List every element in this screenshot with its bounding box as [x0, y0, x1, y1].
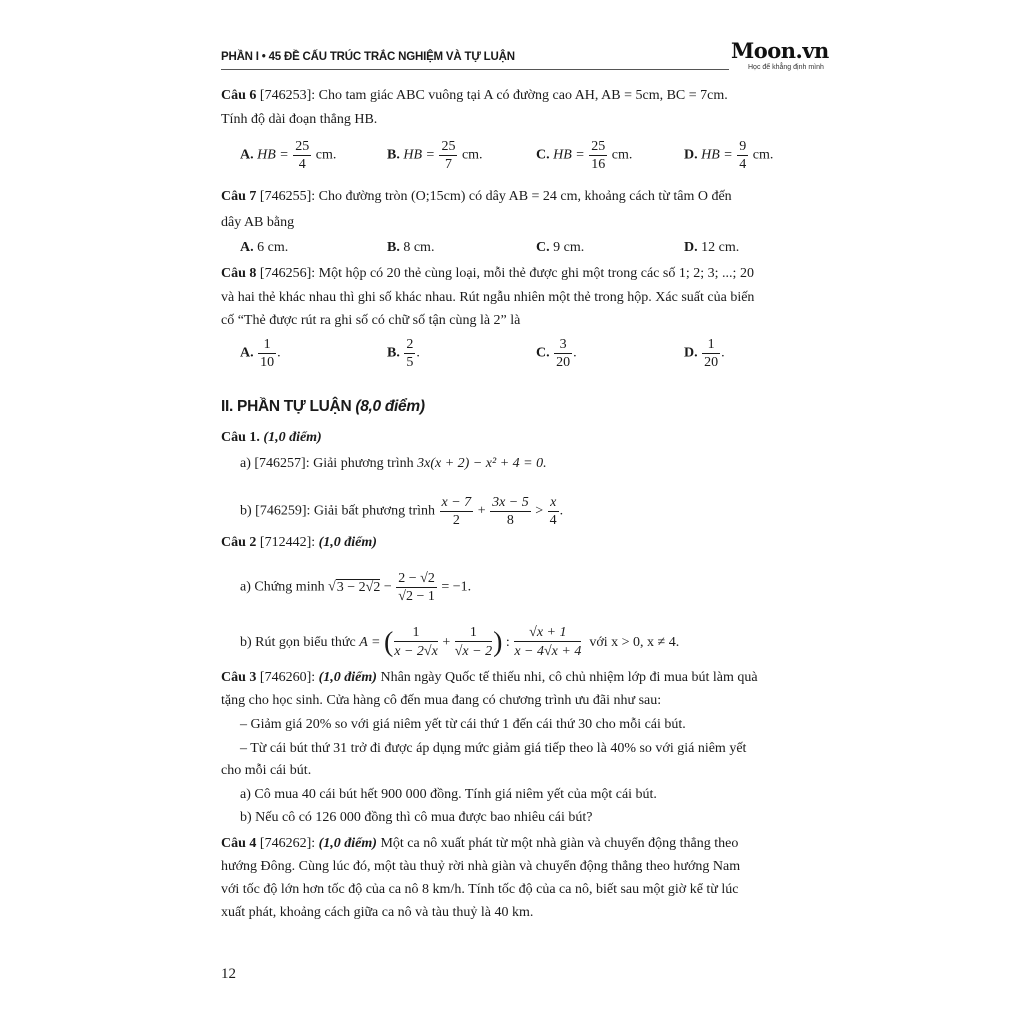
- q6-label: Câu 6: [221, 88, 257, 103]
- c3-line1: Câu 3 [746260]: (1,0 điểm) Nhân ngày Quốc tế thiếu nhi, cô chủ nhiệm lớp đi mua bút làm quà: [221, 670, 758, 685]
- q8-line3: cố “Thẻ được rút ra ghi số có chữ số tận cùng là 2” là: [221, 313, 521, 328]
- c3-part-b: b) Nếu cô có 126 000 đồng thì cô mua được bao nhiêu cái bút?: [240, 810, 593, 825]
- c1-part-a: a) [746257]: Giải phương trình 3x(x + 2) − x² + 4 = 0.: [240, 456, 547, 471]
- q8-label: Câu 8: [221, 266, 257, 281]
- q8-option-c: C. $\frac{3}{20}$ .: [536, 337, 577, 370]
- q8-line2: và hai thẻ khác nhau thì ghi số khác nhau. Rút ngẫu nhiên một thẻ trong hộp. Xác suất của biến: [221, 290, 755, 305]
- q6-option-b: B. HB = $\frac{25}{7}$ cm.: [387, 139, 483, 172]
- q8-option-a: A. $\frac{1}{10}$ .: [240, 337, 281, 370]
- moon-logo: Moon.vn: [731, 38, 829, 63]
- c4-line1: Câu 4 [746262]: (1,0 điểm) Một ca nô xuất phát từ một nhà giàn và chuyển động thẳng theo: [221, 836, 739, 851]
- q8-option-d: D. $\frac{1}{20}$ .: [684, 337, 725, 370]
- c1-part-b: b) [746259]: Giải bất phương trình $\frac{x - 7}{2}$ + $\frac{3x - 5}{8}$ > $\frac{x}{4}$ .: [240, 495, 564, 528]
- c3-part-a: a) Cô mua 40 cái bút hết 900 000 đồng. Tính giá niêm yết của một cái bút.: [240, 787, 657, 802]
- part2-heading: II. PHẦN TỰ LUẬN (8,0 điểm): [221, 398, 425, 415]
- q6-line1: [221, 86, 728, 106]
- logo-slogan: Học để khẳng định mình: [748, 64, 824, 71]
- c4-line2: hướng Đông. Cùng lúc đó, một tàu thuỷ rời nhà giàn và chuyển động thẳng theo hướng Nam: [221, 859, 741, 874]
- c3-bullet2: – Từ cái bút thứ 31 trở đi được áp dụng mức giảm giá tiếp theo là 40% so với giá niêm yết: [240, 741, 747, 756]
- q6-option-c: C. HB = $\frac{25}{16}$ cm.: [536, 139, 633, 172]
- q7-label: Câu 7: [221, 189, 257, 204]
- q7-option-d: D. 12 cm.: [684, 240, 740, 255]
- c4-line4: xuất phát, khoảng cách giữa ca nô và tàu thuỷ là 40 km.: [221, 905, 534, 920]
- q8-option-b: B. $\frac{2}{5}$ .: [387, 337, 420, 370]
- c2-part-a: a) Chứng minh √3 − 2√2 − $\frac{2 - √2}{√2 - 1}$ = −1.: [240, 571, 472, 604]
- c3-bullet1: – Giảm giá 20% so với giá niêm yết từ cái thứ 1 đến cái thứ 30 cho mỗi cái bút.: [240, 717, 686, 732]
- q6-option-d: D. HB = $\frac{9}{4}$ cm.: [684, 139, 774, 172]
- q7-line2: dây AB bằng: [221, 215, 295, 230]
- header-divider: [221, 69, 729, 70]
- q7-line1: Câu 7 [746255]: Cho đường tròn (O;15cm) có dây AB = 24 cm, khoảng cách từ tâm O đến: [221, 189, 732, 204]
- c2-part-b: b) Rút gọn biểu thức A = ( $\frac{1}{x - 2√x}$ + $\frac{1}{√x - 2}$) : $\frac{√x + 1}{x - 4√x + 4}$ với x > 0, x ≠ 4.: [240, 625, 680, 659]
- part2-points: (8,0 điểm): [355, 398, 425, 415]
- q6-text: [746253]: Cho tam giác ABC vuông tại A có đường cao AH, AB = 5cm, BC = 7cm.: [259, 88, 728, 103]
- q8-line1: Câu 8 [746256]: Một hộp có 20 thẻ cùng loại, mỗi thẻ được ghi một trong các số 1; 2; 3; ...; 20: [221, 266, 754, 281]
- q6-line2: Tính độ dài đoạn thẳng HB.: [221, 112, 378, 127]
- c1-heading: Câu 1. (1,0 điểm): [221, 430, 322, 445]
- q6-option-a: A. HB = $\frac{25}{4}$ cm.: [240, 139, 337, 172]
- q7-option-a: A. 6 cm.: [240, 240, 289, 255]
- page-number: 12: [221, 966, 236, 982]
- c3-line2: tặng cho học sinh. Cửa hàng cô đến mua đang có chương trình ưu đãi như sau:: [221, 693, 662, 708]
- c4-line3: với tốc độ lớn hơn tốc độ của ca nô 8 km/h. Tính tốc độ của ca nô, biết sau một giờ kể từ lúc: [221, 882, 739, 897]
- header-section-title: PHẦN I • 45 ĐỀ CẤU TRÚC TRẮC NGHIỆM VÀ TỰ LUẬN: [221, 51, 515, 63]
- c3-bullet2-cont: cho mỗi cái bút.: [221, 763, 312, 778]
- q7-option-b: B. 8 cm.: [387, 240, 435, 255]
- q7-option-c: C. 9 cm.: [536, 240, 585, 255]
- c2-heading: Câu 2 [712442]: (1,0 điểm): [221, 535, 377, 550]
